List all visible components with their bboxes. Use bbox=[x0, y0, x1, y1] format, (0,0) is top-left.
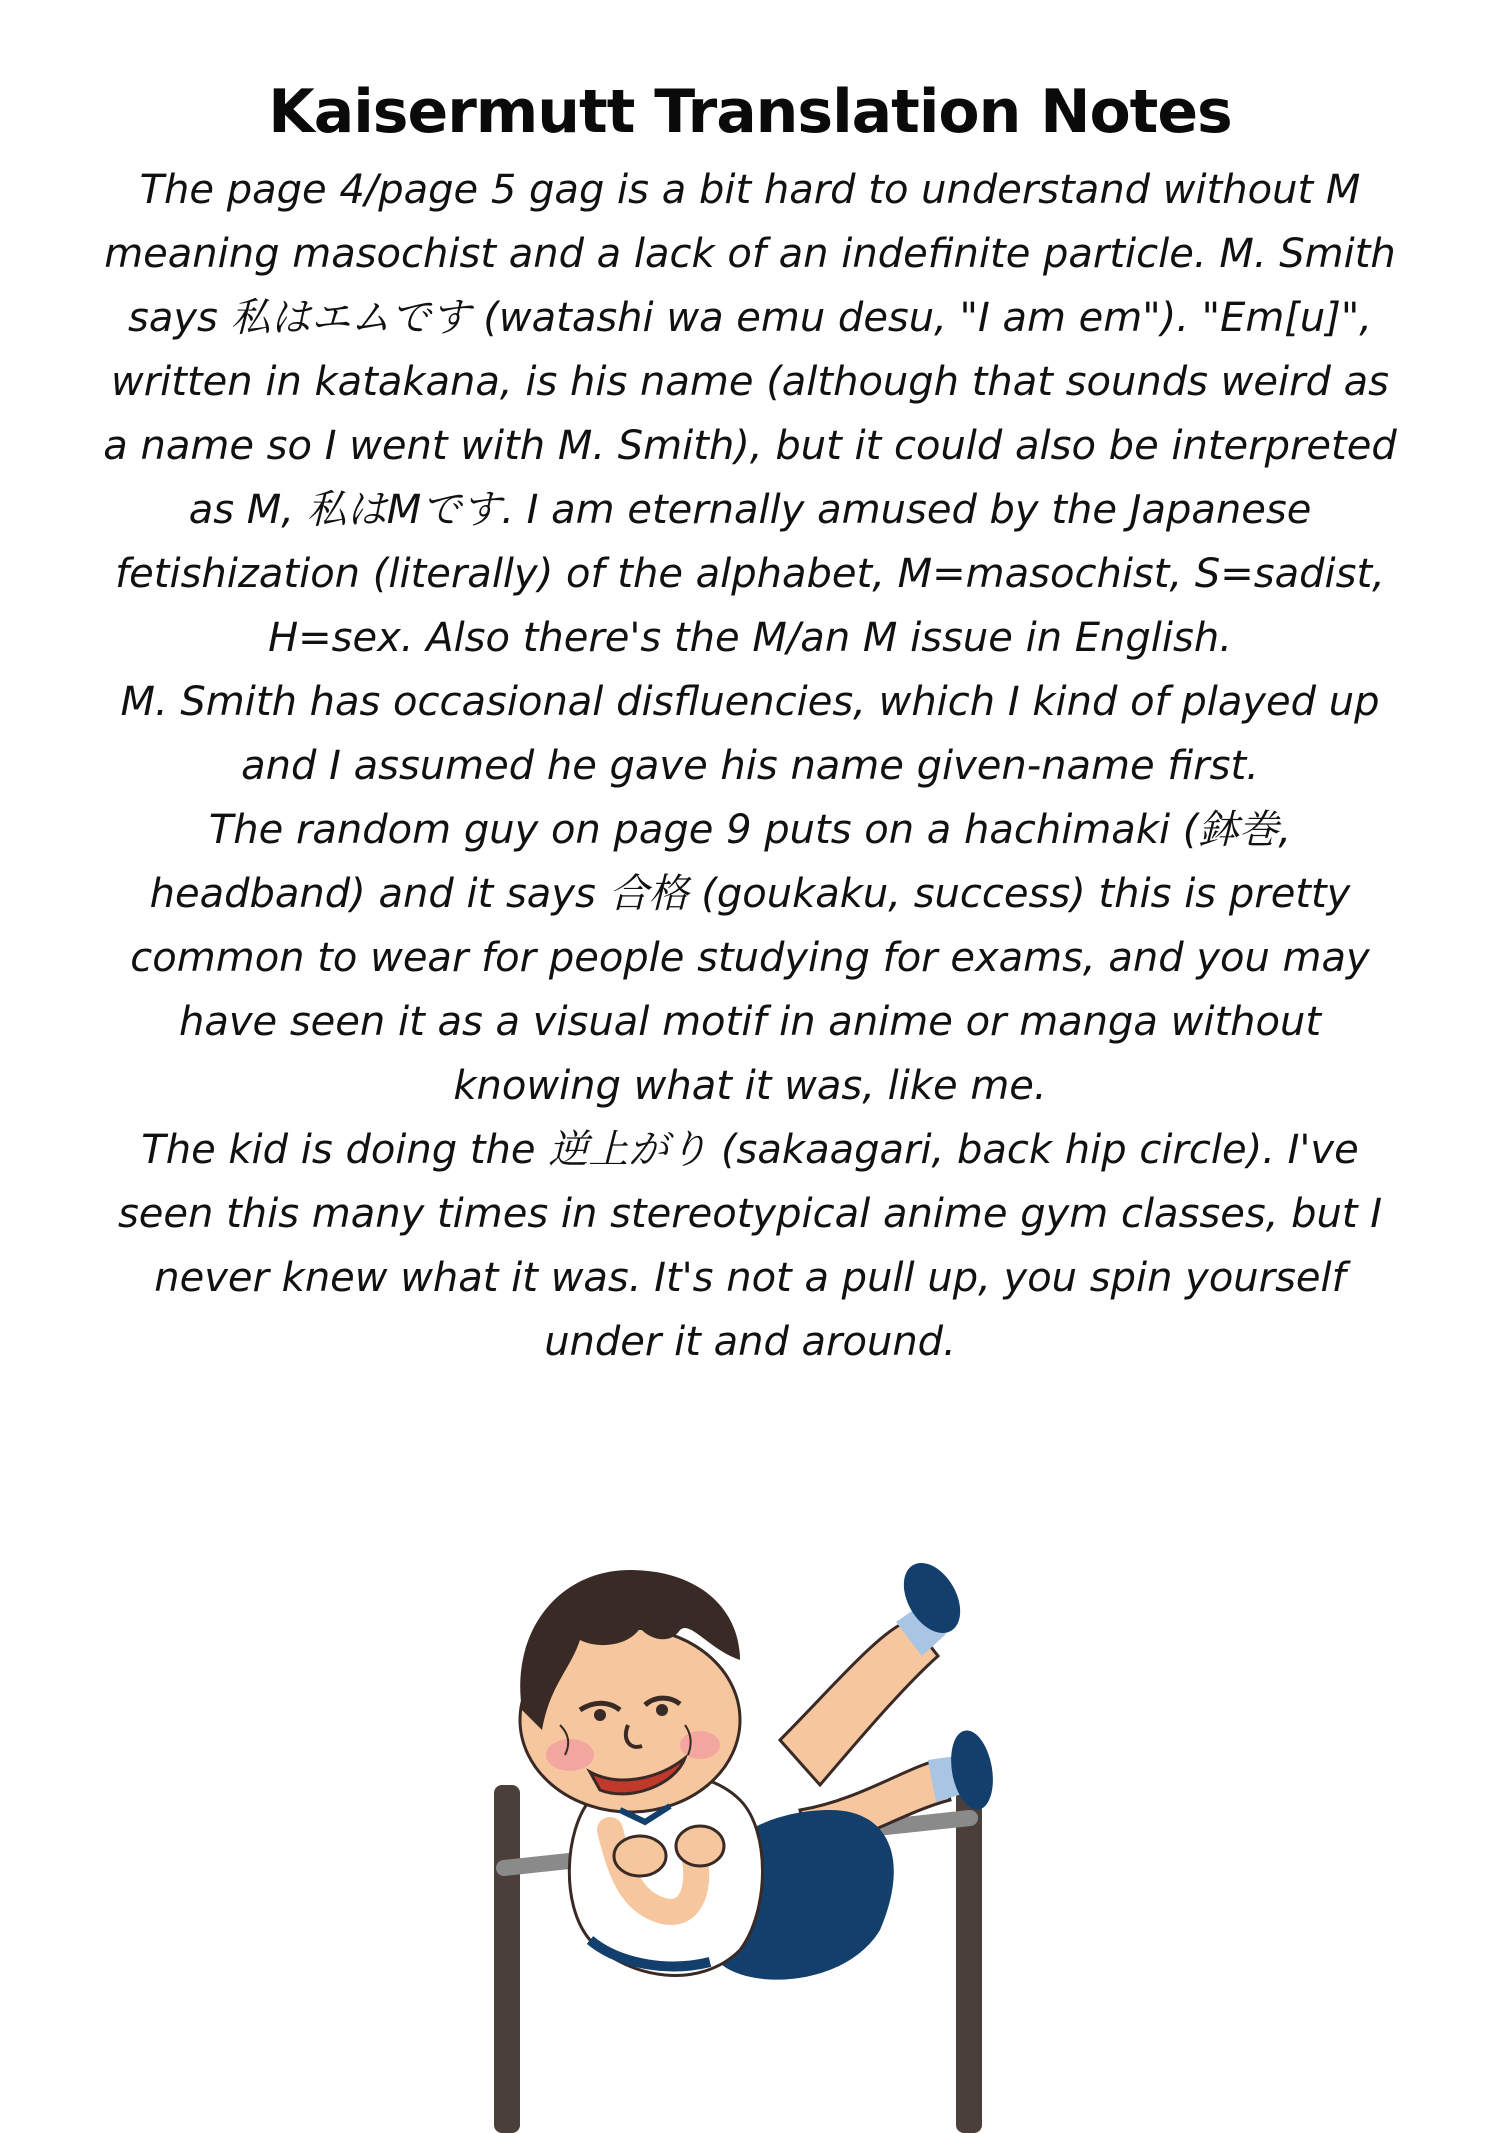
note-paragraph-hachimaki: The random guy on page 9 puts on a hachimaki (鉢巻, headband) and it says 合格 (goukaku, success) this is pretty common to wear for people studying for exams, and you may have seen it as a visual motif in anime or manga without knowing what it was, like me. bbox=[130, 807, 1370, 1109]
note-paragraph-disfluencies: M. Smith has occasional disfluencies, which I kind of played up and I assumed he gave his name given-name first. bbox=[120, 679, 1380, 789]
notes-body bbox=[100, 158, 1400, 1374]
lower-shoe bbox=[945, 1727, 998, 1813]
hand-left bbox=[614, 1836, 666, 1876]
blush-left bbox=[546, 1739, 594, 1771]
note-paragraph-m-smith-gag: The page 4/page 5 gag is a bit hard to understand without M meaning masochist and a lack of an indefinite particle. M. Smith says 私はエムです (watashi wa emu desu, "I am em"). "Em[u]", written in katakana, is his name (although that sounds weird as a name so I went with M. Smith), but it could also be interpreted as M, 私はMです. I am eternally amused by the Japanese fetishization (literally) of the alphabet, M=masochist, S=sadist, H=sex. Also there's the M/an M issue in English. bbox=[103, 167, 1397, 661]
bar-post-left bbox=[494, 1785, 520, 2133]
boy-doing-back-hip-circle-illustration bbox=[470, 1510, 1030, 2133]
blush-right bbox=[680, 1731, 720, 1759]
pupil-left bbox=[594, 1709, 606, 1721]
pupil-right bbox=[656, 1704, 668, 1716]
page-title: Kaisermutt Translation Notes bbox=[268, 77, 1232, 147]
note-paragraph-sakaagari: The kid is doing the 逆上がり (sakaagari, back hip circle). I've seen this many times in stereotypical anime gym classes, but I never knew what it was. It's not a pull up, you spin yourself under it and around. bbox=[117, 1127, 1383, 1365]
hand-right bbox=[676, 1826, 724, 1866]
illustration-svg bbox=[470, 1510, 1030, 2133]
